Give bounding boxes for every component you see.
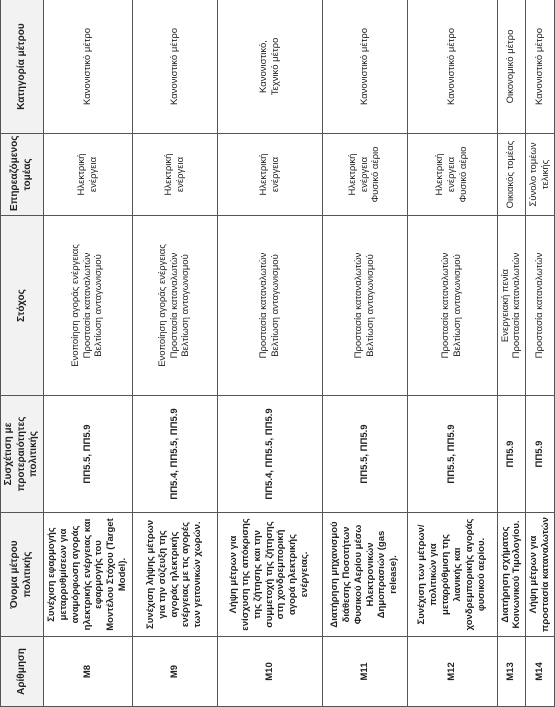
header-row bbox=[1, 0, 44, 707]
cell-goal-line: Βελτίωση ανταγωνισμού bbox=[364, 254, 376, 357]
cell-name: Διατήρηση σχήματος Κοινωνικού Τιμολογίου. bbox=[497, 513, 526, 637]
table-row bbox=[526, 0, 555, 707]
cell-priority: ΠΠ5.9 bbox=[526, 396, 555, 513]
cell-goal-line: Βελτίωση ανταγωνισμού bbox=[93, 254, 105, 357]
cell-num: M12 bbox=[407, 637, 497, 707]
cell-sector-line: Φυσικό αέριο bbox=[370, 146, 382, 203]
cell-priority: ΠΠ5.5, ΠΠ5.9 bbox=[43, 396, 132, 513]
cell-sector bbox=[497, 134, 526, 216]
cell-sector-line: Ηλεκτρική ενέργεια bbox=[162, 153, 186, 196]
cell-sector-line: Οικιακός τομέας bbox=[505, 140, 517, 209]
cell-sector-line: Ηλεκτρική ενέργεια bbox=[257, 153, 281, 196]
cell-num: M9 bbox=[132, 637, 217, 707]
cell-goal bbox=[407, 216, 497, 396]
cell-priority: ΠΠ5.4, ΠΠ5.5, ΠΠ5.9 bbox=[132, 396, 217, 513]
cell-sector bbox=[43, 134, 132, 216]
cell-goal bbox=[43, 216, 132, 396]
table-row bbox=[132, 0, 217, 707]
table-row bbox=[322, 0, 407, 707]
cell-category-line: Κανονιστικό μέτρο bbox=[168, 27, 180, 106]
cell-goal-line: Προστασία καταναλωτών bbox=[352, 252, 364, 359]
cell-sector bbox=[322, 134, 407, 216]
cell-goal-line: Προστασία καταναλωτών bbox=[534, 252, 546, 359]
table-row bbox=[43, 0, 132, 707]
cell-name: Λήψη μέτρων για προστασία καταναλωτών bbox=[526, 513, 555, 637]
cell-goal bbox=[217, 216, 322, 396]
cell-goal-line: Βελτίωση ανταγωνισμού bbox=[452, 254, 463, 357]
cell-goal-line: Βελτίωση ανταγωνισμού bbox=[180, 254, 192, 357]
cell-name: Συνέχιση εφαρμογής μεταρρυθμίσεων για αναμόρφωση αγοράς ηλεκτρικής ενέργειας και εφαρμογής του Μοντέλου Στόχου (Target Model). bbox=[43, 513, 132, 637]
cell-category bbox=[497, 0, 526, 134]
header-sector: Επηρεαζόμενος τομέας bbox=[1, 134, 44, 216]
cell-num: M8 bbox=[43, 637, 132, 707]
cell-name: Λήψη μέτρων για ενίσχυση της απόκρισης της ζήτησης και την συμμετοχή της ζήτησης στη χονδρεμπορική αγορά ηλεκτρικής ενέργειας. bbox=[217, 513, 322, 637]
cell-priority: ΠΠ5.9 bbox=[497, 396, 526, 513]
cell-sector bbox=[217, 134, 322, 216]
table-row bbox=[217, 0, 322, 707]
cell-sector bbox=[407, 134, 497, 216]
cell-priority: ΠΠ5.5, ΠΠ5.9 bbox=[322, 396, 407, 513]
cell-goal bbox=[526, 216, 555, 396]
cell-sector bbox=[132, 134, 217, 216]
cell-goal-line: Ενεργειακή πενία bbox=[499, 268, 511, 343]
cell-goal-line: Προστασία καταναλωτών bbox=[168, 252, 180, 359]
cell-category bbox=[407, 0, 497, 134]
table-row bbox=[407, 0, 497, 707]
cell-category-line: Κανονιστικό, bbox=[257, 40, 269, 93]
cell-goal-line: Ενοποίηση αγοράς ενέργειας bbox=[69, 244, 81, 367]
cell-category bbox=[322, 0, 407, 134]
cell-sector-line: Σύνολο τομέων τελικής bbox=[528, 142, 552, 207]
cell-goal-line: Προστασία καταναλωτών bbox=[440, 252, 452, 359]
cell-category bbox=[132, 0, 217, 134]
cell-goal-line: Προστασία καταναλωτών bbox=[81, 252, 93, 359]
cell-name: Διατήρηση μηχανισμού διάθεσης Ποσοτήτων Φυσικού Αερίου μέσω Ηλεκτρονικών Δημοπρασιών (gas release). bbox=[322, 513, 407, 637]
cell-goal bbox=[322, 216, 407, 396]
header-category: Κατηγορία μέτρου bbox=[1, 0, 44, 134]
cell-category bbox=[217, 0, 322, 134]
cell-sector bbox=[526, 134, 555, 216]
header-num: Αρίθμηση bbox=[1, 637, 44, 707]
cell-sector-line: Ηλεκτρική ενέργεια bbox=[434, 153, 458, 196]
cell-sector-line: Φυσικό αέριο bbox=[457, 146, 469, 203]
cell-priority: ΠΠ5.5, ΠΠ5.9 bbox=[407, 396, 497, 513]
cell-category-line: Κανονιστικό μέτρο bbox=[81, 27, 93, 106]
cell-category bbox=[43, 0, 132, 134]
cell-goal-line: Προστασία καταναλωτών bbox=[511, 252, 523, 359]
cell-goal bbox=[497, 216, 526, 396]
cell-goal-line: Βελτίωση ανταγωνισμού bbox=[269, 254, 281, 357]
cell-goal-line: Ενοποίηση αγοράς ενέργειας bbox=[156, 244, 168, 367]
cell-num: M10 bbox=[217, 637, 322, 707]
cell-category-line: Τεχνικό μέτρο bbox=[269, 37, 281, 96]
cell-goal-line: Προστασία καταναλωτών bbox=[257, 252, 269, 359]
cell-category-line: Κανονιστικό μέτρο bbox=[358, 27, 370, 106]
cell-category-line: Οικονομικό μέτρο bbox=[505, 29, 517, 104]
cell-name: Συνέχιση των μέτρων/πολιτικών για μεταρρύθμιση της λιανικής και χονδρεμπορικής αγοράς φυσικού αερίου. bbox=[407, 513, 497, 637]
cell-goal bbox=[132, 216, 217, 396]
cell-name: Συνέχιση λήψης μέτρων για την σύζευξη της αγοράς ηλεκτρικής ενέργειας με τις αγορές των γειτονικών χωρών. bbox=[132, 513, 217, 637]
header-name: Όνομα μέτρου πολιτικής bbox=[1, 513, 44, 637]
cell-category-line: Κανονιστικό μέτρο bbox=[534, 27, 546, 106]
cell-priority: ΠΠ5.4, ΠΠ5.5, ΠΠ5.9 bbox=[217, 396, 322, 513]
cell-sector-line: Ηλεκτρική ενέργεια bbox=[75, 153, 99, 196]
cell-category bbox=[526, 0, 555, 134]
cell-sector-line: Ηλεκτρική ενέργεια bbox=[346, 153, 370, 196]
cell-num: M11 bbox=[322, 637, 407, 707]
cell-num: M14 bbox=[526, 637, 555, 707]
header-priority: Συσχέτιση με προτεραιότητες πολιτικής bbox=[1, 396, 44, 513]
cell-category-line: Κανονιστικό μέτρο bbox=[446, 27, 458, 106]
table-row bbox=[497, 0, 526, 707]
header-goal: Στόχος bbox=[1, 216, 44, 396]
cell-num: M13 bbox=[497, 637, 526, 707]
